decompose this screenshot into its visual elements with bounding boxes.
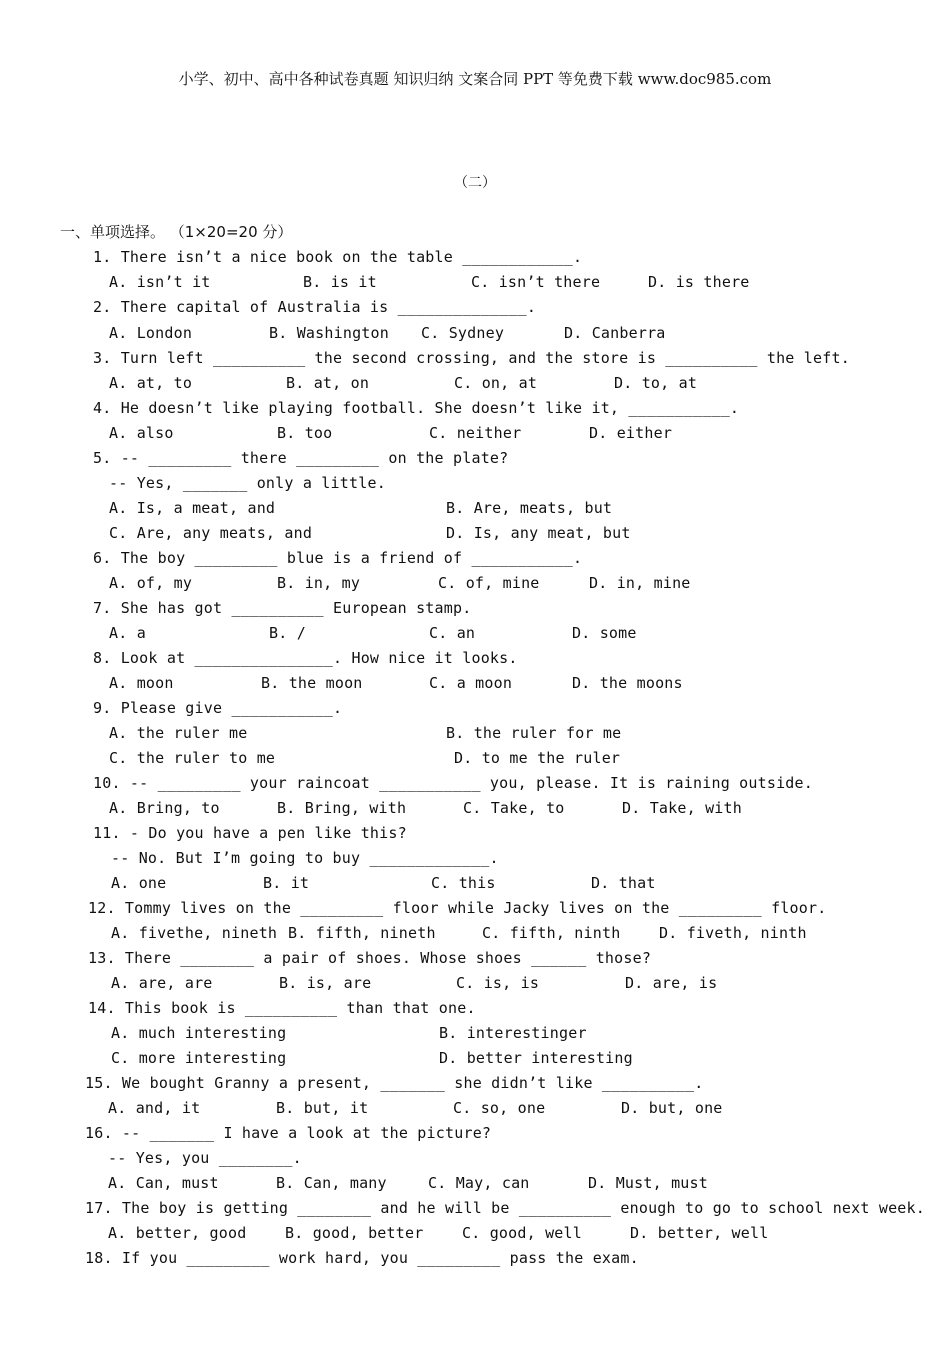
question-11-stem-reply: -- No. But I’m going to buy _____________. [111, 849, 499, 867]
question-5-option-a: A. Is, a meat, and [109, 499, 276, 517]
question-8-option-d: D. the moons [572, 674, 683, 692]
question-14-option-d: D. better interesting [439, 1049, 633, 1067]
question-14-option-a: A. much interesting [111, 1024, 287, 1042]
question-12-option-a: A. fivethe, nineth [111, 924, 278, 942]
question-2-option-c: C. Sydney [421, 324, 505, 342]
question-17-option-a: A. better, good [108, 1224, 247, 1242]
question-10-option-d: D. Take, with [622, 799, 742, 817]
question-14-option-b: B. interestinger [439, 1024, 587, 1042]
question-4-option-d: D. either [589, 424, 673, 442]
question-7-option-c: C. an [429, 624, 476, 642]
question-3-option-b: B. at, on [286, 374, 370, 392]
question-4-option-b: B. too [277, 424, 333, 442]
question-10-option-c: C. Take, to [463, 799, 565, 817]
question-13-option-d: D. are, is [625, 974, 718, 992]
question-15-stem: 15. We bought Granny a present, _______ she didn’t like __________. [85, 1074, 704, 1092]
question-9-stem: 9. Please give ___________. [93, 699, 343, 717]
question-14-option-c: C. more interesting [111, 1049, 287, 1067]
question-12-option-b: B. fifth, nineth [288, 924, 436, 942]
question-8-stem: 8. Look at _______________. How nice it looks. [93, 649, 518, 667]
question-10-option-b: B. Bring, with [277, 799, 407, 817]
page-header: 小学、初中、高中各种试卷真题 知识归纳 文案合同 PPT 等免费下载 www.doc985.com [178, 70, 772, 88]
question-1-option-b: B. is it [303, 273, 377, 291]
question-7-option-b: B. / [269, 624, 306, 642]
question-11-stem: 11. - Do you have a pen like this? [93, 824, 407, 842]
part-title: （二） [454, 175, 496, 191]
question-17-option-b: B. good, better [285, 1224, 424, 1242]
question-3-option-d: D. to, at [614, 374, 698, 392]
question-16-option-a: A. Can, must [108, 1174, 219, 1192]
question-7-stem: 7. She has got __________ European stamp. [93, 599, 472, 617]
question-11-option-d: D. that [591, 874, 656, 892]
question-17-option-c: C. good, well [462, 1224, 582, 1242]
question-2-option-b: B. Washington [269, 324, 389, 342]
question-15-option-c: C. so, one [453, 1099, 546, 1117]
question-16-option-d: D. Must, must [588, 1174, 708, 1192]
question-6-option-c: C. of, mine [438, 574, 540, 592]
question-4-stem: 4. He doesn’t like playing football. She doesn’t like it, ___________. [93, 399, 740, 417]
question-15-option-b: B. but, it [276, 1099, 369, 1117]
question-9-option-a: A. the ruler me [109, 724, 248, 742]
question-13-option-a: A. are, are [111, 974, 213, 992]
question-1-option-d: D. is there [648, 273, 750, 291]
question-6-option-b: B. in, my [277, 574, 361, 592]
question-1-option-a: A. isn’t it [109, 273, 211, 291]
question-13-option-b: B. is, are [279, 974, 372, 992]
question-6-option-d: D. in, mine [589, 574, 691, 592]
question-16-option-b: B. Can, many [276, 1174, 387, 1192]
question-9-option-c: C. the ruler to me [109, 749, 276, 767]
question-7-option-d: D. some [572, 624, 637, 642]
question-8-option-a: A. moon [109, 674, 174, 692]
question-2-option-a: A. London [109, 324, 193, 342]
question-18-stem: 18. If you _________ work hard, you _________ pass the exam. [85, 1249, 639, 1267]
question-12-option-d: D. fiveth, ninth [659, 924, 807, 942]
question-3-stem: 3. Turn left __________ the second crossing, and the store is __________ the left. [93, 349, 850, 367]
question-2-option-d: D. Canberra [564, 324, 666, 342]
question-11-option-c: C. this [431, 874, 496, 892]
question-9-option-d: D. to me the ruler [454, 749, 621, 767]
question-16-stem: 16. -- _______ I have a look at the picture? [85, 1124, 492, 1142]
question-2-stem: 2. There capital of Australia is ______________. [93, 298, 537, 316]
question-5-option-b: B. Are, meats, but [446, 499, 613, 517]
question-11-option-b: B. it [263, 874, 310, 892]
question-8-option-c: C. a moon [429, 674, 513, 692]
question-7-option-a: A. a [109, 624, 146, 642]
question-10-option-a: A. Bring, to [109, 799, 220, 817]
question-17-stem: 17. The boy is getting ________ and he will be __________ enough to go to school next week. [85, 1199, 925, 1217]
question-14-stem: 14. This book is __________ than that one. [88, 999, 476, 1017]
question-10-stem: 10. -- _________ your raincoat ___________ you, please. It is raining outside. [93, 774, 813, 792]
question-17-option-d: D. better, well [630, 1224, 769, 1242]
question-16-option-c: C. May, can [428, 1174, 530, 1192]
question-6-option-a: A. of, my [109, 574, 193, 592]
question-4-option-c: C. neither [429, 424, 522, 442]
section-title: 一、单项选择。 （1×20=20 分） [60, 223, 293, 241]
question-8-option-b: B. the moon [261, 674, 363, 692]
question-12-option-c: C. fifth, ninth [482, 924, 621, 942]
question-1-stem: 1. There isn’t a nice book on the table ____________. [93, 248, 583, 266]
question-5-stem: 5. -- _________ there _________ on the plate? [93, 449, 509, 467]
question-9-option-b: B. the ruler for me [446, 724, 622, 742]
question-12-stem: 12. Tommy lives on the _________ floor while Jacky lives on the _________ floor. [88, 899, 827, 917]
question-16-stem-reply: -- Yes, you ________. [108, 1149, 302, 1167]
question-1-option-c: C. isn’t there [471, 273, 601, 291]
question-13-option-c: C. is, is [456, 974, 540, 992]
question-15-option-d: D. but, one [621, 1099, 723, 1117]
question-6-stem: 6. The boy _________ blue is a friend of ___________. [93, 549, 583, 567]
question-3-option-c: C. on, at [454, 374, 538, 392]
question-5-option-d: D. Is, any meat, but [446, 524, 631, 542]
question-11-option-a: A. one [111, 874, 167, 892]
question-5-option-c: C. Are, any meats, and [109, 524, 313, 542]
question-13-stem: 13. There ________ a pair of shoes. Whose shoes ______ those? [88, 949, 652, 967]
question-15-option-a: A. and, it [108, 1099, 201, 1117]
question-5-stem-reply: -- Yes, _______ only a little. [109, 474, 386, 492]
question-4-option-a: A. also [109, 424, 174, 442]
question-3-option-a: A. at, to [109, 374, 193, 392]
